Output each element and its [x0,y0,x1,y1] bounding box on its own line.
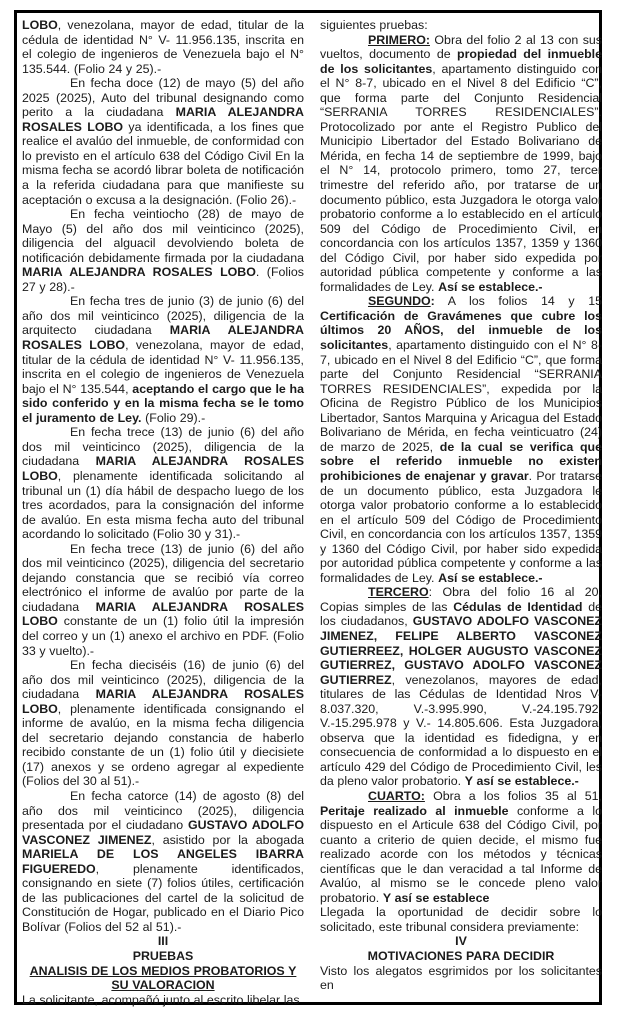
text-run: constante de un (1) folio útil la impresión del correo y un (1) anexo el archivo en PDF. (Folio 33 y vuelto).- [22,614,304,658]
text-run: MARIA ALEJANDRA ROSALES LOBO [22,687,304,716]
text-run: En fecha veintiocho (28) de mayo de Mayo (5) del año dos mil veinticinco (2025), diligencia del alguacil devolviendo boleta de notificación debidamente firmada por la ciudadana [22,207,304,265]
section-heading [320,934,602,949]
text-run: MARIA ALEJANDRA ROSALES LOBO [22,599,304,629]
paragraph [22,207,304,294]
text-run: , apartamento distinguido con el N° 8-7, ubicado en el Nivel 8 del Edificio “C”, que forma parte del Conjunto Residencial “SERRANIA TORRES RESIDENCIALES”. Protocolizado por ante el Registro Publico del Municipio Libertador del Estado Bolivariano de Mérida, en fecha 14 de septiembre de 1999, bajo el N° 14, protocolo primero, tomo 27, tercer trimestre del referido año, por tratarse de un documento público, esta Juzgadora le otorga valor probatorio conforme a lo establecido en el artículo 509 del Código de Procedimiento Civil, en concordancia con los artículos 1357, 1359 y 1360 del Código Civil, por haber sido expedida por autoridad pública competente y conforme a las formalidades de Ley. [320,61,602,294]
paragraph [320,905,602,934]
section-heading [22,964,304,993]
section-heading [320,949,602,964]
text-run: Visto los alegatos esgrimidos por los solicitantes en [320,963,602,993]
text-run: CUARTO: [368,788,425,803]
text-run: , plenamente identificados, consignando en siete (7) folios útiles, certificación de las publicaciones del cartel de la solicitud de Constitución de Hogar, publicado en el Diario Pico Bolívar (Folios del 52 al 51).- [22,861,304,934]
paragraph [320,964,602,993]
paragraph [320,33,602,295]
text-run: , venezolanos, mayores de edad, titulares de las Cédulas de Identidad Nros V- 8.037.320, V.-3.995.990, V.-24.195.792, V.-15.295.978 y V.- 14.805.606. Esta Juzgadora, observa que la identidad es fidedigna, y en consecuencia de conformidad a lo dispuesto en el artículo 429 del Código de Procedimiento Civil, les da pleno valor probatorio. [320,672,602,789]
text-run: Obra a los folios 35 al 51, [424,788,602,803]
text-run: siguientes pruebas: [320,18,428,32]
text-run: ya identificada, a los fines que realice el avalúo del inmueble, de conformidad con lo previsto en el artículo 638 del Código Civil En la misma fecha se acordó librar boleta de notificación a la referida ciudadana para que manifieste su aceptación o excusa a la designación. (Folio 26).- [22,119,304,207]
text-run: En fecha doce (12) de mayo (5) del año 2025 (2025), Auto del tribunal designando como perito a la ciudadana [22,76,304,120]
paragraph [22,76,304,207]
text-run: Obra del folio 2 al 13 con sus vueltos, documento de [320,32,602,62]
left-column [22,18,305,1007]
section-heading [22,949,304,964]
text-run: , plenamente identificada solicitando al tribunal un (1) día hábil de despacho luego de los tres acordados, para la consignación del informe de avalúo. En esta misma fecha auto del tribunal acordando lo solicitado (Folio 30 y 31).- [22,468,304,542]
text-run: de la cual se verifica que sobre el referido inmueble no existen prohibiciones de enajenar y gravar [320,439,602,483]
paragraph [22,658,304,789]
text-run: , asistido por la abogada [151,832,304,847]
paragraph [22,294,304,425]
paragraph [320,18,602,33]
text-run: , venezolana, mayor de edad, titular de la cédula de identidad N° V- 11.956.135, inscrita en el colegio de ingenieros de Venezuela bajo el N° 135.544, [22,338,304,396]
text-run: propiedad del inmueble de los solicitantes [320,47,603,76]
text-run: PRUEBAS [132,949,194,963]
text-run: IV [455,934,467,949]
text-run: : [430,294,435,309]
text-run: En fecha trece (13) de junio (6) del año dos mil veinticinco (2025), diligencia de la ciudadana [22,425,304,469]
text-run: Y así se establece [382,890,490,905]
text-run: aceptando el cargo que le ha sido conferido y en la misma fecha se le tomo el juramento de Ley. [22,381,305,425]
text-run: Peritaje realizado al inmueble [320,803,509,818]
paragraph [22,425,304,541]
paragraph [22,18,304,76]
text-run: LOBO [22,18,58,32]
section-heading [22,934,304,949]
right-column [320,18,602,998]
paragraph [22,789,304,934]
paragraph [320,294,602,585]
paragraph [320,789,602,905]
text-run: . (Folios 27 y 28).- [22,265,304,294]
paragraph [22,993,304,1008]
text-run: Así se establece.- [438,279,543,294]
text-run: , plenamente identificada consignando el informe de avalúo, en la misma fecha diligencia del secretario dejando constancia de haberlo recibido constante de un (1) folio útil y diecisiete (17) anexos y se ordeno agregar al expediente (Folios del 30 al 51).- [22,701,304,789]
text-run: PRIMERO: [368,32,430,47]
text-run: GUSTAVO ADOLFO VASCONEZ JIMENEZ [22,818,305,847]
text-run: III [157,934,169,949]
text-run: La solicitante, acompañó junto al escrito libelar las [22,992,300,1007]
text-run: MOTIVACIONES PARA DECIDIR [367,949,555,963]
text-run: Cédulas de Identidad [453,599,583,614]
text-run: MARIA ALEJANDRA ROSALES LOBO [22,265,256,280]
page-border [14,10,602,1005]
text-run: A los folios 14 y 15 [434,294,602,309]
text-run: MARIA ALEJANDRA ROSALES LOBO [22,323,304,353]
text-run: conforme a lo dispuesto en el Articule 638 del Código Civil, por cuanto a criterio de quien decide, el mismo fue realizado acorde con los métodos y técnicas científicas que le dan veracidad a tal Informe de Avalúo, al mismo se le concede pleno valor probatorio. [320,803,602,905]
paragraph [22,542,304,658]
text-run: En fecha dieciséis (16) de junio (6) del año dos mil veinticinco (2025), diligencia de la ciudadana [22,658,304,702]
text-run: : Obra del folio 16 al 20, Copias simples de las [320,585,602,614]
text-run: En fecha tres de junio (3) de junio (6) del año dos mil veinticinco (2025), diligencia de la arquitecto ciudadana [22,294,304,338]
text-run: MARIA ALEJANDRA ROSALES LOBO [22,454,304,483]
text-run: Y así se establece.- [464,774,579,789]
text-run: En fecha trece (13) de junio (6) del año dos mil veinticinco (2025), diligencia del secretario dejando constancia que se recibió vía correo electrónico el informe de avalúo por parte de la ciudadana [22,541,304,614]
text-run: Llegada la oportunidad de decidir sobre lo solicitado, este tribunal considera previamente: [320,905,602,934]
text-run: (Folio 29).- [141,410,206,425]
page-content [17,13,603,1007]
text-run: En fecha catorce (14) de agosto (8) del año dos mil veinticinco (2025), diligencia presentada por el ciudadano [22,788,304,833]
text-run: Certificación de Gravámenes que cubre los últimos 20 AÑOS, del inmueble de los solicitantes [320,308,602,353]
text-run: TERCERO [368,585,429,600]
text-run: Así se establece.- [438,570,543,585]
text-run: de los ciudadanos, [320,599,603,629]
text-run: MARIA ALEJANDRA ROSALES LOBO [22,105,304,134]
text-run: MARIELA DE LOS ANGELES IBARRA FIGUEREDO [22,847,304,876]
text-run: . Por tratarse de un documento público, esta Juzgadora le otorga valor probatorio conforme a lo establecido en el artículo 509 del Código de Procedimiento Civil, en concordancia con los artículos 1357, 1359 y 1360 del Código Civil, por haber sido expedida por autoridad pública competente y conforme a las formalidades de Ley. [320,468,602,585]
text-run: , apartamento distinguido con el N° 8-7, ubicado en el Nivel 8 del Edificio “C”, que forma parte del Conjunto Residencial “SERRANIA TORRES RESIDENCIALES”, expedida por la Oficina de Registro Público de los Municipios Libertador, Santos Marquina y Aricagua del Estado Bolivariano de Mérida, en fecha veinticuatro (24) de marzo de 2025, [320,338,602,454]
text-run: GUSTAVO ADOLFO VASCONEZ JIMENEZ, FELIPE ALBERTO VASCONEZ GUTIERREEZ, HOLGER AUGUSTO VASCONEZ GUTIERREZ, GUSTAVO ADOLFO VASCONEZ GUTIERREZ [320,614,602,687]
paragraph [320,585,602,789]
text-run: ANALISIS DE LOS MEDIOS PROBATORIOS Y SU VALORACION [29,963,297,993]
text-run: , venezolana, mayor de edad, titular de la cédula de identidad N° V- 11.956.135, inscrita en el colegio de ingenieros de Venezuela bajo el N° 135.544. (Folio 24 y 25).- [22,18,304,76]
text-run: SEGUNDO [368,294,431,309]
